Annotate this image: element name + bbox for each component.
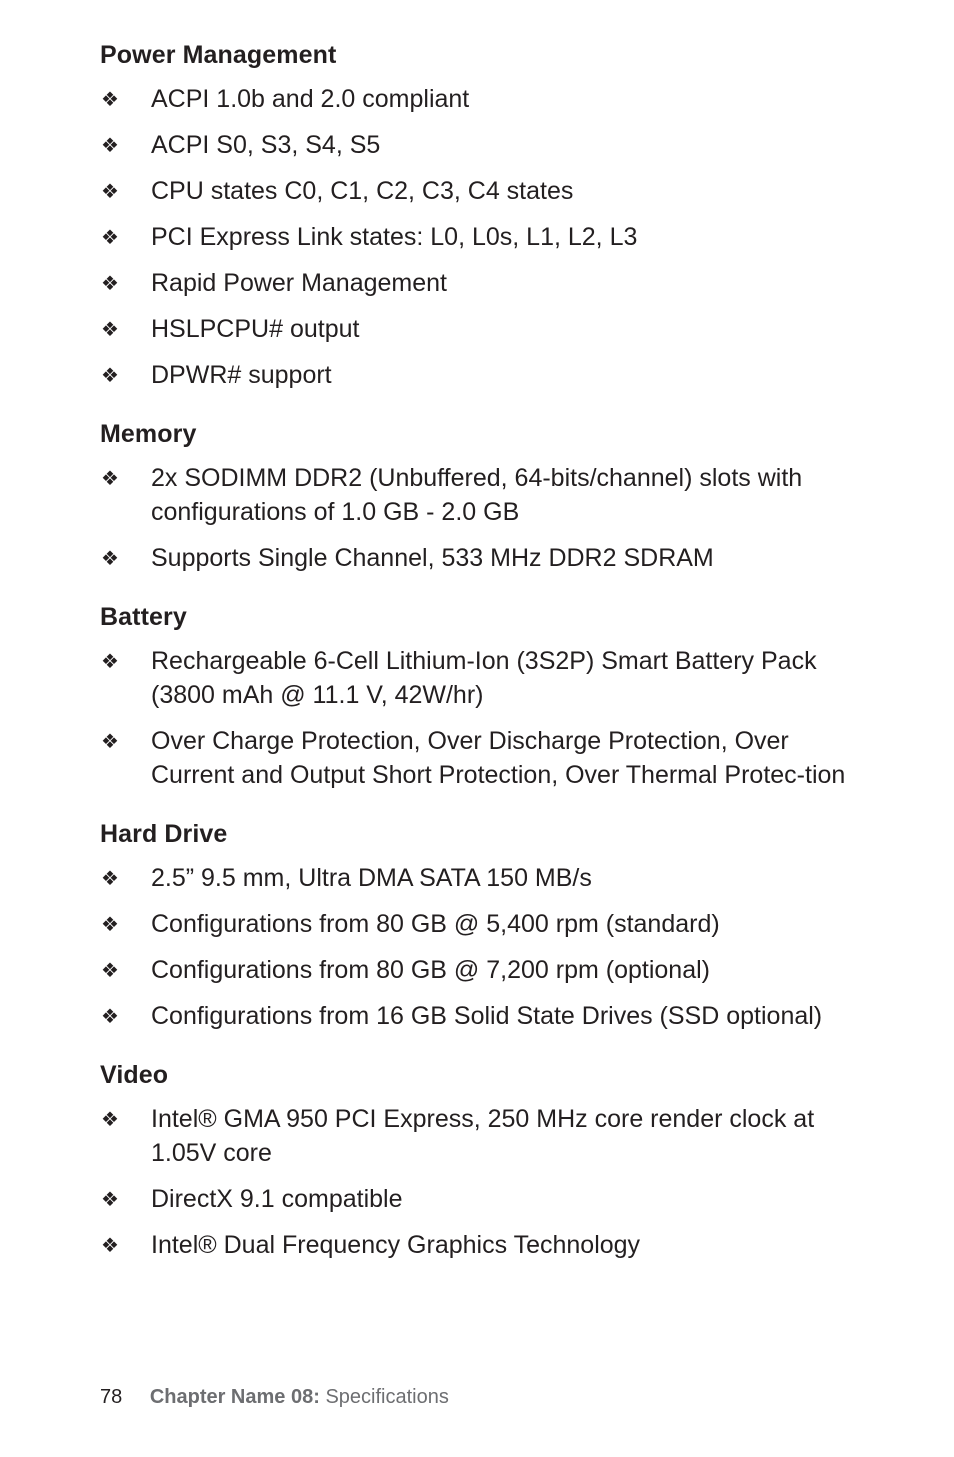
list-item-text: Intel® Dual Frequency Graphics Technology xyxy=(151,1231,641,1259)
list-item xyxy=(100,461,860,529)
section-memory xyxy=(100,419,860,575)
section-heading: Battery xyxy=(100,603,187,631)
four-diamond-bullet-icon: ❖ xyxy=(101,912,119,936)
list-item-text: Over Charge Protection, Over Discharge Protection, Over Current and Output Short Protection, Over Thermal Protec-tion xyxy=(151,727,846,789)
section-heading: Video xyxy=(100,1061,169,1089)
section-video xyxy=(100,1060,860,1262)
section-heading: Power Management xyxy=(100,41,337,69)
list-item-text: Intel® GMA 950 PCI Express, 250 MHz core render clock at 1.05V core xyxy=(151,1105,815,1167)
list-item-text: Configurations from 80 GB @ 5,400 rpm (standard) xyxy=(151,910,720,938)
list-item xyxy=(100,724,860,792)
page-number: 78 xyxy=(100,1386,123,1408)
list-item-text: Configurations from 16 GB Solid State Drives (SSD optional) xyxy=(151,1002,823,1030)
list-item-text: HSLPCPU# output xyxy=(151,315,360,343)
four-diamond-bullet-icon: ❖ xyxy=(101,1004,119,1028)
section-power-management xyxy=(100,40,860,392)
list-item xyxy=(100,999,860,1033)
four-diamond-bullet-icon: ❖ xyxy=(101,866,119,890)
list-item-text: CPU states C0, C1, C2, C3, C4 states xyxy=(151,177,574,205)
section-heading: Memory xyxy=(100,420,197,448)
chapter-title: Specifications xyxy=(325,1386,449,1408)
list-item xyxy=(100,1102,860,1170)
list-item-text: PCI Express Link states: L0, L0s, L1, L2, L3 xyxy=(151,223,638,251)
bullet-list xyxy=(100,1102,860,1262)
four-diamond-bullet-icon: ❖ xyxy=(101,546,119,570)
four-diamond-bullet-icon: ❖ xyxy=(101,466,119,490)
list-item xyxy=(100,220,860,254)
bullet-list xyxy=(100,861,860,1033)
list-item xyxy=(100,358,860,392)
list-item xyxy=(100,541,860,575)
four-diamond-bullet-icon: ❖ xyxy=(101,1233,119,1257)
page-footer xyxy=(100,1384,449,1410)
spec-page xyxy=(100,40,860,1289)
four-diamond-bullet-icon: ❖ xyxy=(101,649,119,673)
section-hard-drive xyxy=(100,819,860,1033)
four-diamond-bullet-icon: ❖ xyxy=(101,225,119,249)
chapter-label: Chapter Name 08: xyxy=(149,1386,320,1408)
section-battery xyxy=(100,602,860,792)
list-item xyxy=(100,861,860,895)
list-item xyxy=(100,312,860,346)
four-diamond-bullet-icon: ❖ xyxy=(101,958,119,982)
bullet-list xyxy=(100,461,860,575)
list-item-text: DirectX 9.1 compatible xyxy=(151,1185,403,1213)
list-item-text: 2.5” 9.5 mm, Ultra DMA SATA 150 MB/s xyxy=(151,864,592,892)
list-item-text: ACPI S0, S3, S4, S5 xyxy=(151,131,381,159)
list-item-text: Rechargeable 6-Cell Lithium-Ion (3S2P) Smart Battery Pack (3800 mAh @ 11.1 V, 42W/hr) xyxy=(151,647,817,709)
list-item-text: Configurations from 80 GB @ 7,200 rpm (optional) xyxy=(151,956,710,984)
four-diamond-bullet-icon: ❖ xyxy=(101,179,119,203)
four-diamond-bullet-icon: ❖ xyxy=(101,317,119,341)
list-item xyxy=(100,907,860,941)
list-item-text: Rapid Power Management xyxy=(151,269,447,297)
list-item xyxy=(100,644,860,712)
four-diamond-bullet-icon: ❖ xyxy=(101,363,119,387)
list-item xyxy=(100,266,860,300)
bullet-list xyxy=(100,644,860,792)
list-item xyxy=(100,82,860,116)
list-item-text: DPWR# support xyxy=(151,361,332,389)
bullet-list xyxy=(100,82,860,392)
list-item xyxy=(100,1182,860,1216)
four-diamond-bullet-icon: ❖ xyxy=(101,133,119,157)
list-item xyxy=(100,128,860,162)
list-item xyxy=(100,953,860,987)
section-heading: Hard Drive xyxy=(100,820,228,848)
four-diamond-bullet-icon: ❖ xyxy=(101,87,119,111)
list-item-text: Supports Single Channel, 533 MHz DDR2 SDRAM xyxy=(151,544,714,572)
list-item xyxy=(100,174,860,208)
four-diamond-bullet-icon: ❖ xyxy=(101,1107,119,1131)
four-diamond-bullet-icon: ❖ xyxy=(101,1187,119,1211)
four-diamond-bullet-icon: ❖ xyxy=(101,271,119,295)
list-item-text: ACPI 1.0b and 2.0 compliant xyxy=(151,85,470,113)
list-item-text: 2x SODIMM DDR2 (Unbuffered, 64-bits/channel) slots with configurations of 1.0 GB - 2.0 GB xyxy=(151,464,803,526)
list-item xyxy=(100,1228,860,1262)
four-diamond-bullet-icon: ❖ xyxy=(101,729,119,753)
